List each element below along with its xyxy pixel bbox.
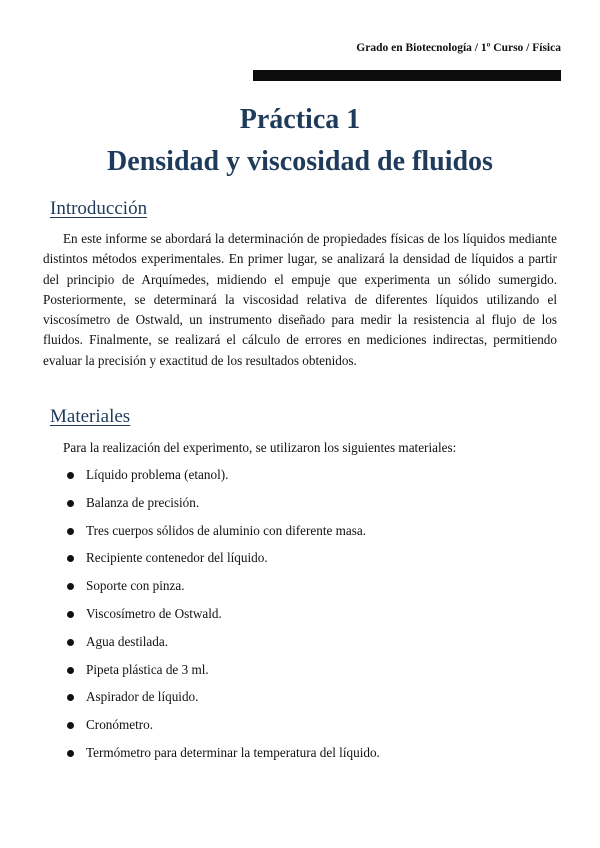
practice-subject-title: Densidad y viscosidad de fluidos — [107, 146, 493, 177]
practice-number-title: Práctica 1 — [239, 104, 361, 135]
materiales-list — [67, 467, 380, 773]
list-item — [67, 523, 380, 551]
bullet-icon — [67, 472, 74, 479]
list-item — [67, 606, 380, 634]
bullet-icon — [67, 639, 74, 646]
bullet-icon — [67, 611, 74, 618]
bullet-icon — [67, 583, 74, 590]
list-item-text: Soporte con pinza. — [86, 578, 185, 594]
course-header: Grado en Biotecnología / 1º Curso / Física — [356, 42, 561, 54]
list-item — [67, 662, 380, 690]
list-item-text: Viscosímetro de Ostwald. — [86, 605, 222, 621]
list-item-text: Líquido problema (etanol). — [86, 467, 229, 482]
bullet-icon — [67, 750, 74, 757]
list-item — [67, 467, 380, 495]
bullet-icon — [67, 555, 74, 562]
bullet-icon — [67, 694, 74, 701]
list-item — [67, 689, 380, 717]
bullet-icon — [67, 528, 74, 535]
materiales-intro: Para la realización del experimento, se utilizaron los siguientes materiales: — [63, 440, 457, 455]
list-item — [67, 717, 380, 745]
list-item-text: Tres cuerpos sólidos de aluminio con diferente masa. — [86, 522, 367, 538]
list-item-text: Termómetro para determinar la temperatura del líquido. — [86, 744, 380, 760]
introduccion-heading: Introducción — [50, 198, 148, 219]
list-item — [67, 745, 380, 773]
list-item — [67, 550, 380, 578]
list-item-text: Agua destilada. — [86, 633, 169, 649]
list-item-text: Pipeta plástica de 3 ml. — [86, 661, 209, 677]
introduccion-paragraph: En este informe se abordará la determinación de propiedades físicas de los líquidos mediante distintos métodos experimentales. En primer lugar, se analizará la densidad de líquidos a partir del principio de Arquímedes, midiendo el empuje que experimenta un sólido sumergido. Posteriormente, se determinará la viscosidad relativa de diferentes líquidos utilizando el viscosímetro de Ostwald, un instrumento diseñado para medir la resistencia al flujo de los fluidos. Finalmente, se realizará el cálculo de errores en mediciones indirectas, permitiendo evaluar la precisión y exactitud de los resultados obtenidos. — [43, 231, 557, 368]
redacted-author-bar — [253, 70, 561, 81]
bullet-icon — [67, 500, 74, 507]
list-item-text: Balanza de precisión. — [86, 494, 200, 510]
list-item-text: Recipiente contenedor del líquido. — [86, 550, 268, 566]
list-item — [67, 634, 380, 662]
materiales-heading: Materiales — [50, 406, 131, 427]
bullet-icon — [67, 722, 74, 729]
list-item — [67, 578, 380, 606]
list-item-text: Aspirador de líquido. — [86, 689, 199, 705]
bullet-icon — [67, 667, 74, 674]
list-item — [67, 495, 380, 523]
list-item-text: Cronómetro. — [86, 717, 154, 733]
